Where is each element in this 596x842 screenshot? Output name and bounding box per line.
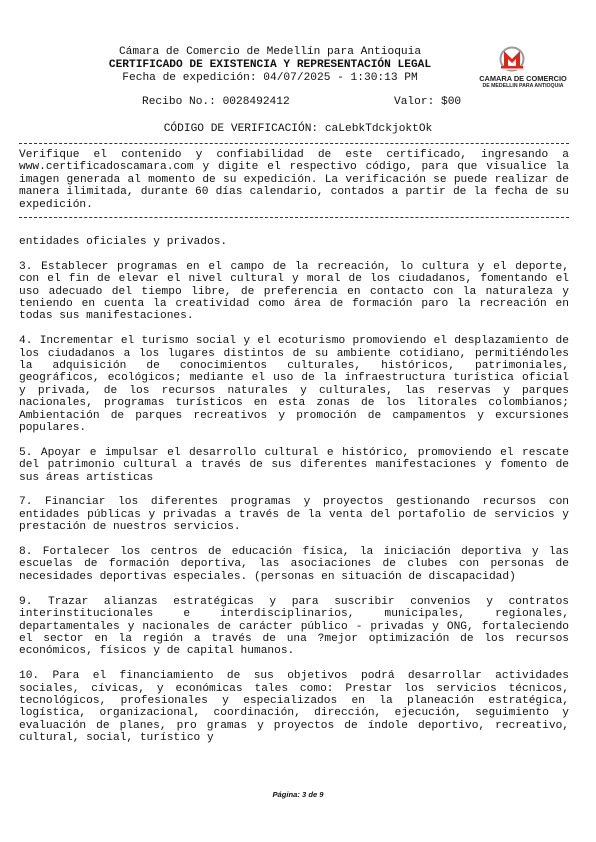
body-paragraph: 5. Apoyar e impulsar el desarrollo cultural e histórico, promoviendo el rescate del patrimonio cultural a través de sus diferentes manifestaciones y fomento de sus áreas artísticas xyxy=(19,446,569,484)
body-paragraph: 10. Para el financiamiento de sus objetivos podrá desarrollar actividades sociales, cívicas, y económicas tales como: Prestar los servicios técnicos, tecnológicos, profesionales y especializados en la planeación estratégica, logística, organizacional, coordinación, dirección, ejecución, seguimiento y evaluación de planes, pro gramas y proyectos de índole deportivo, recreativo, cultural, social, turístico y xyxy=(19,670,569,745)
receipt-value: Valor: $00 xyxy=(394,96,462,108)
body-paragraph: 7. Financiar los diferentes programas y proyectos gestionando recursos con entidades públicas y privadas a través de la venta del portafolio de servicios y prestación de nuestros servicios. xyxy=(19,496,569,534)
header-issue-date: Fecha de expedición: 04/07/2025 - 1:30:13 PM xyxy=(122,72,418,84)
body-paragraph: 3. Establecer programas en el campo de la recreación, lo cultura y el deporte, con el fin de elevar el nivel cultural y moral de los ciudadanos, fomentando el uso adecuado del tiempo libre, de preferencia en contacto con la naturaleza y teniendo en cuenta la creatividad como área de formación paro la recreación en todas sus manifestaciones. xyxy=(19,260,569,323)
body-paragraph: 9. Trazar alianzas estratégicas y para suscribir convenios y contratos interinstitucionales e interdisciplinarios, municipales, regionales, departamentales y nacionales de carácter público - privadas y ONG, fortaleciendo el sector en la región a través de una ?mejor optimización de los recursos económicos, físicos y de capital humanos. xyxy=(19,595,569,658)
receipt-number: Recibo No.: 0028492412 xyxy=(142,96,290,108)
certificate-body xyxy=(19,236,569,757)
logo-line1: CAMARA DE COMERCIO xyxy=(479,74,567,83)
logo-line2: DE MEDELLIN PARA ANTIOQUIA xyxy=(482,83,564,89)
divider-bottom xyxy=(19,217,569,218)
divider-top xyxy=(19,143,569,144)
verification-code: CÓDIGO DE VERIFICACIÓN: caLebkTdckjoktOk xyxy=(163,123,433,135)
chamber-logo xyxy=(468,46,578,92)
body-paragraph: entidades oficiales y privados. xyxy=(19,236,228,248)
page-number: Página: 3 de 9 xyxy=(272,790,324,799)
body-paragraph: 8. Fortalecer los centros de educación física, la iniciación deportiva y las escuelas de formación deportiva, las asociaciones de clubes con personas de necesidades deportivas especiales. (personas en situación de discapacidad) xyxy=(19,546,569,583)
body-paragraph: 4. Incrementar el turismo social y el ecoturismo promoviendo el desplazamiento de los ciudadanos a los lugares distintos de su ambiente cotidiano, permitiéndoles la adquisición de conocimientos culturales, históricos, patrimoniales, geográficos, ecológicos; mediante el uso de la infraestructura turística oficial y privada, de los recursos naturales y culturales, las reservas y parques nacionales, programas turísticos en esta zonas de los litorales colombianos; Ambientación de parques recreativos y promoción de campamentos y excursiones populares. xyxy=(19,335,569,435)
chamber-logo-icon xyxy=(468,46,578,76)
header-organization: Cámara de Comercio de Medellín para Antioquia xyxy=(118,46,422,58)
chamber-logo-text xyxy=(468,75,578,89)
header-title: CERTIFICADO DE EXISTENCIA Y REPRESENTACIÓN LEGAL xyxy=(108,59,432,71)
verification-notice: Verifique el contenido y confiabilidad de este certificado, ingresando a www.certificadoscamara.com y digite el respectivo código, para que visualice la imagen generada al momento de su expedición. La verificación se puede realizar de manera ilimitada, durante 60 días calendario, contados a partir de la fecha de su expedición. xyxy=(19,149,569,211)
